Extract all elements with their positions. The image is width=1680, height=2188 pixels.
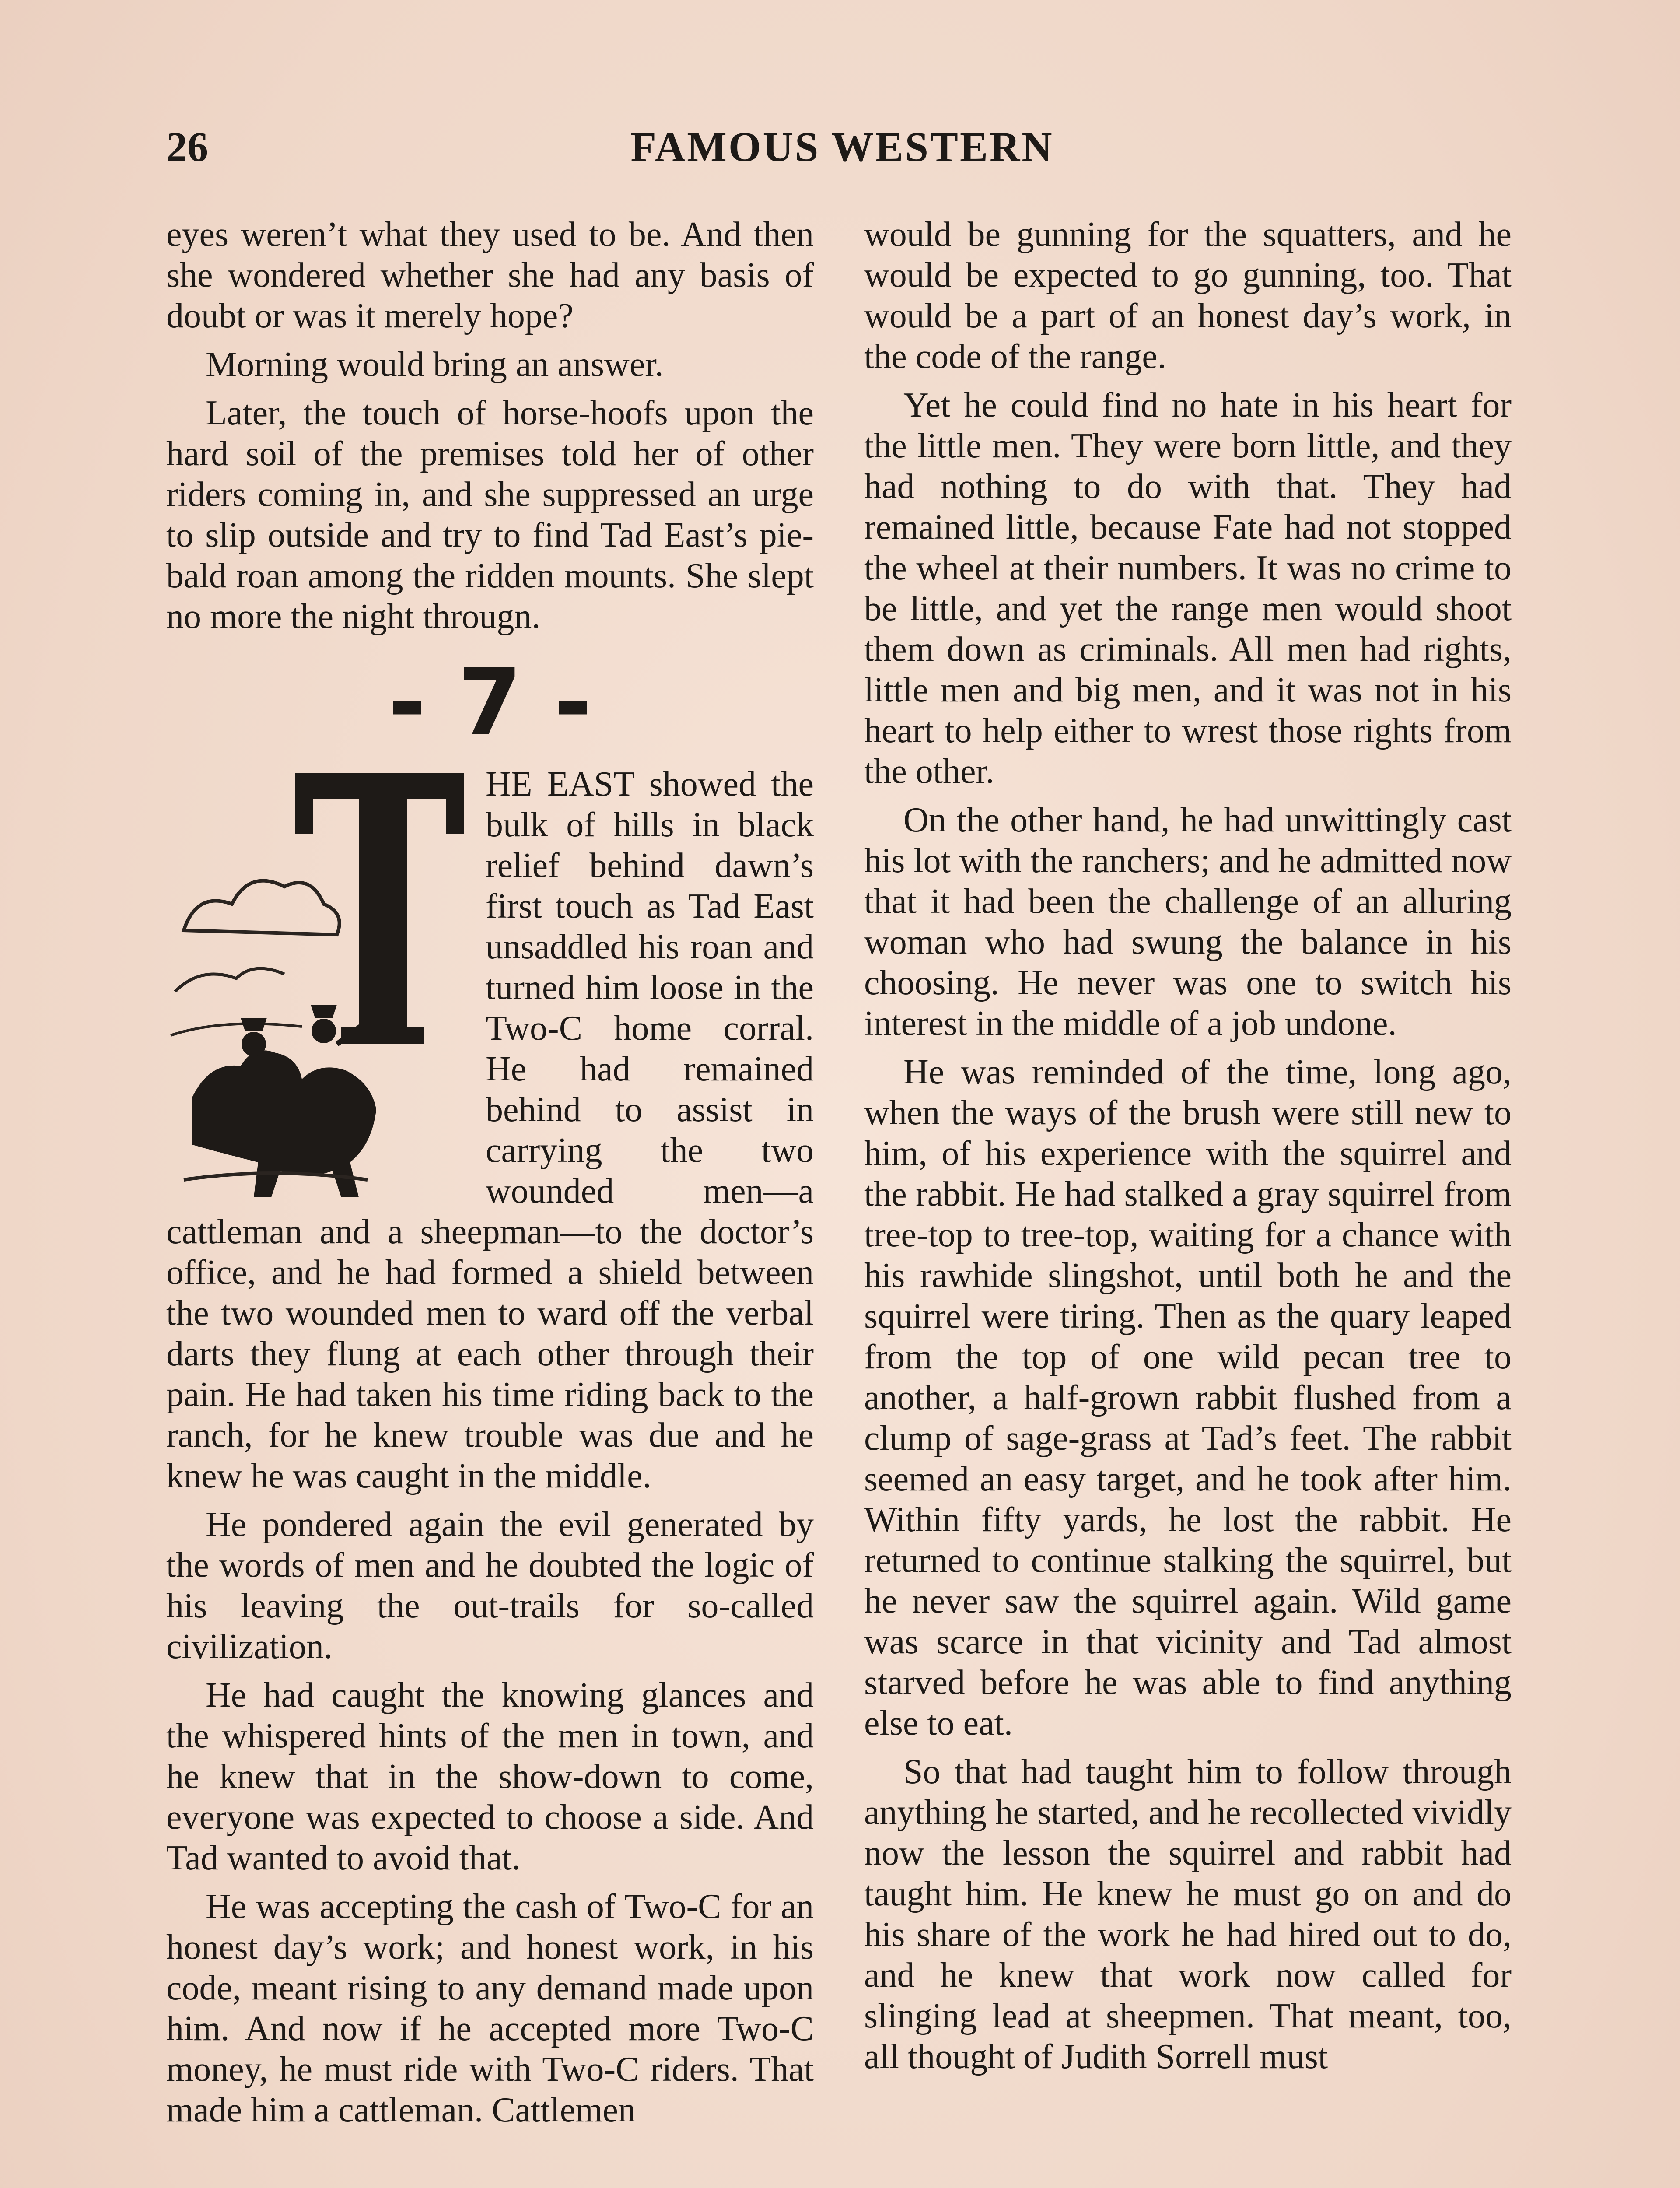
cowboy-illustration (166, 764, 472, 1202)
paragraph: On the other hand, he had unwittingly cast his lot with the ranchers; and he admitted now that it had been the challenge of an alluring woman who had swung the balance in his choosing. He never was one to switch his interest in the middle of a job undone. (864, 801, 1512, 1043)
paragraph: He was reminded of the time, long ago, when the ways of the brush were still new to him, of his experience with the squirrel and the rabbit. He had stalked a gray squirrel from tree-top to tree-top, waiting for a chance with his rawhide slingshot, until both he and the squirrel were tiring. Then as the quary leaped from the top of one wild pecan tree to another, a half-grown rabbit flushed from a clump of sage-grass at Tad’s feet. The rabbit seemed an easy target, and he took after him. Within fifty yards, he lost the rabbit. He returned to continue stalking the squirrel, but he never saw the squirrel again. Wild game was scarce in that vicinity and Tad almost starved before he was able to find anything else to eat. (864, 1053, 1512, 1743)
paragraph: He was accepting the cash of Two-C for an honest day’s work; and honest work, in his code, meant rising to any demand made upon him. And now if he accepted more Two-C money, he must ride with Two-C riders. That made him a cattleman. Cattlemen (166, 1887, 814, 2129)
drop-cap-letter (295, 773, 464, 1044)
chapter-number: - 7 - (388, 649, 592, 756)
paragraph: Yet he could find no hate in his heart for the little men. They were born little, and they had nothing to do with that. They had remained little, because Fate had not stopped the wheel at their numbers. It was no crime to be little, and yet the range men would shoot them down as criminals. All men had rights, little men and big men, and it was not in his heart to help either to wrest those rights from the other. (864, 386, 1512, 791)
dropcap-block (166, 764, 814, 1497)
running-head: FAMOUS WESTERN (630, 123, 1054, 170)
left-column (166, 214, 814, 2139)
paragraph: He pondered again the evil generated by the words of men and he doubted the logic of his leaving the out-trails for so-called civilization. (166, 1505, 814, 1666)
paragraph: Later, the touch of horse-hoofs upon the hard soil of the premises told her of other riders coming in, and she suppressed an urge to slip outside and try to find Tad East’s pie-bald roan among the ridden mounts. She slept no more the night througn. (166, 394, 814, 636)
right-column (864, 214, 1512, 2085)
page-number: 26 (166, 123, 208, 170)
dropcap-paragraph: HE EAST showed the bulk of hills in black relief behind dawn’s first touch as Tad East unsaddled his roan and turned him loose in the Two-C home corral. He had remained behind to assist in carrying the two wounded men—a cattleman and a sheepman—to the doctor’s office, and he had formed a shield between the two wounded men to ward off the verbal darts they flung at each other through their pain. He had taken his time riding back to the ranch, for he knew trouble was due and he knew he was caught in the middle. (166, 765, 814, 1495)
paragraph: So that had taught him to follow through anything he started, and he recollected vividly now the lesson the squirrel and rabbit had taught him. He knew he must go on and do his share of the work he had hired out to do, and he knew that work now called for slinging lead at sheepmen. That meant, too, all thought of Judith Sorrell must (864, 1753, 1512, 2076)
paragraph: He had caught the knowing glances and the whispered hints of the men in town, and he knew that in the show-down to come, everyone was expected to choose a side. And Tad wanted to avoid that. (166, 1676, 814, 1877)
paragraph: Morning would bring an answer. (206, 345, 664, 384)
paragraph: eyes weren’t what they used to be. And then she wondered whether she had any basis of doubt or was it merely hope? (166, 215, 814, 335)
paragraph: would be gunning for the squatters, and he would be expected to go gunning, too. That would be a part of an honest day’s work, in the code of the range. (864, 215, 1512, 376)
page-header (166, 123, 1518, 184)
